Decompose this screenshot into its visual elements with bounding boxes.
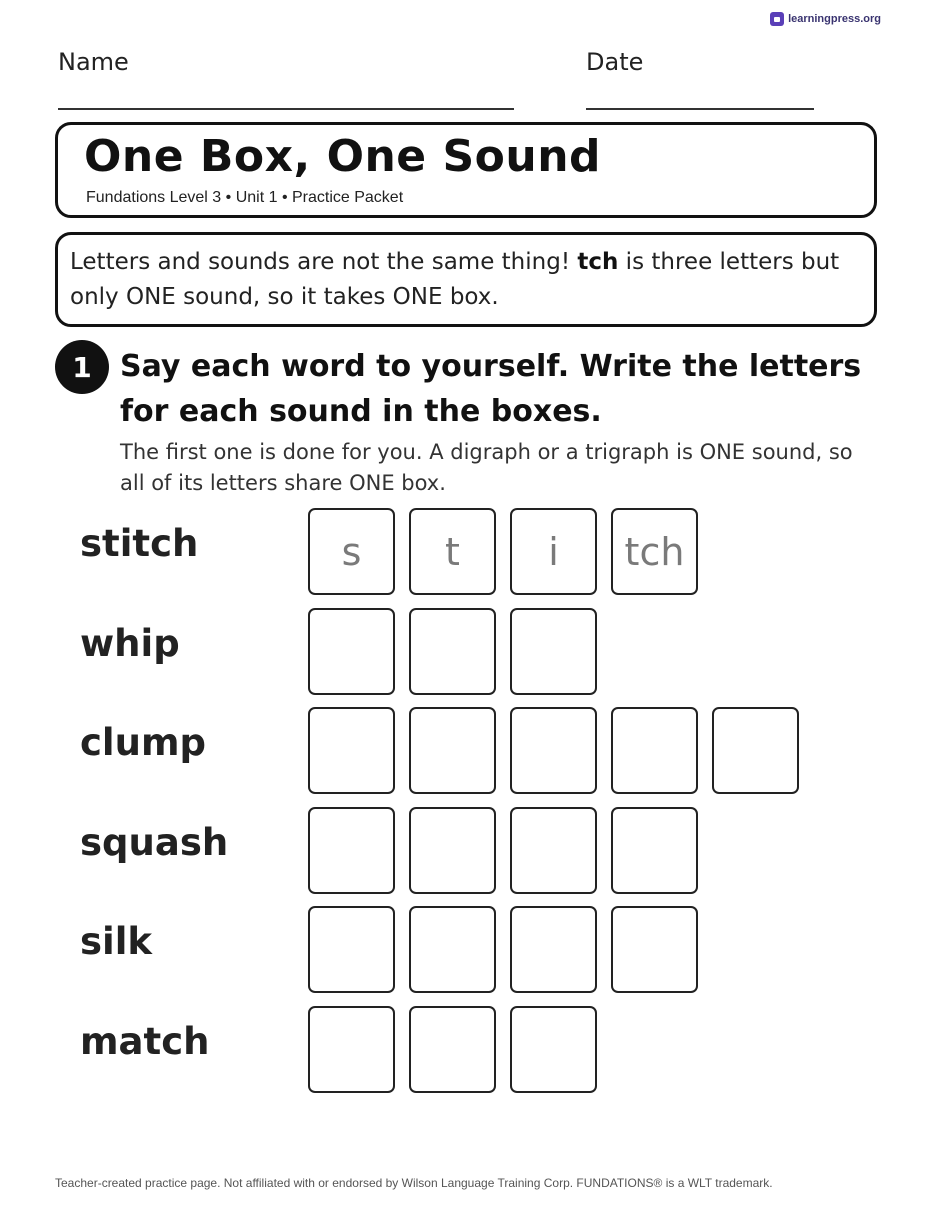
sound-boxes [308,807,698,894]
sound-boxes [308,508,698,595]
sound-box[interactable] [712,707,799,794]
sound-box[interactable] [308,906,395,993]
word-row [80,608,840,696]
instruction-heading: Say each word to yourself. Write the letters for each sound in the boxes. [120,349,862,429]
sound-box[interactable]: s [308,508,395,595]
step-number-badge: 1 [55,340,109,394]
word-row [80,807,840,895]
brand-label: learningpress.org [788,13,881,25]
sound-box[interactable] [611,807,698,894]
sound-box[interactable] [409,906,496,993]
info-text-before: Letters and sounds are not the same thing! [70,249,578,275]
brand-icon [770,12,784,26]
word-label: clump [80,721,206,764]
sound-box[interactable]: t [409,508,496,595]
word-label: stitch [80,522,199,565]
word-row [80,707,840,795]
sound-box[interactable] [510,906,597,993]
sound-boxes [308,707,799,794]
sound-box[interactable] [611,906,698,993]
sound-box[interactable] [510,707,597,794]
info-box [55,232,877,327]
sound-box[interactable] [510,1006,597,1093]
word-label: whip [80,621,180,665]
info-text-after: is three letters but only ONE sound, so it takes ONE box. [70,249,840,310]
page-title: One Box, One Sound [84,131,602,182]
sound-boxes [308,608,597,695]
sound-box[interactable] [308,1006,395,1093]
sound-box[interactable] [308,608,395,695]
info-highlight: tch [577,249,619,275]
sound-box[interactable]: i [510,508,597,595]
word-label: match [80,1019,210,1063]
page-subtitle: Fundations Level 3 • Unit 1 • Practice Packet [86,189,404,206]
date-line[interactable] [586,108,814,110]
brand-logo [770,12,881,26]
sound-box[interactable] [409,807,496,894]
title-box [55,122,877,218]
word-row [80,906,840,994]
sound-boxes [308,906,698,993]
name-label: Name [58,48,129,76]
sound-box[interactable] [308,807,395,894]
sound-boxes [308,1006,597,1093]
word-label: silk [80,920,152,963]
sound-box[interactable] [409,608,496,695]
sound-box[interactable] [409,707,496,794]
footer-disclaimer: Teacher-created practice page. Not affiliated with or endorsed by Wilson Language Training Corp. FUNDATIONS® is a WLT trademark. [55,1176,773,1190]
sound-box[interactable] [308,707,395,794]
sound-box[interactable] [611,707,698,794]
name-line[interactable] [58,108,514,110]
instruction-subtext: The first one is done for you. A digraph or a trigraph is ONE sound, so all of its letters share ONE box. [120,440,853,495]
sound-box[interactable]: tch [611,508,698,595]
date-label: Date [586,48,644,76]
sound-box[interactable] [409,1006,496,1093]
word-label: squash [80,820,229,864]
word-row [80,508,840,596]
word-row [80,1006,840,1094]
sound-box[interactable] [510,807,597,894]
sound-box[interactable] [510,608,597,695]
